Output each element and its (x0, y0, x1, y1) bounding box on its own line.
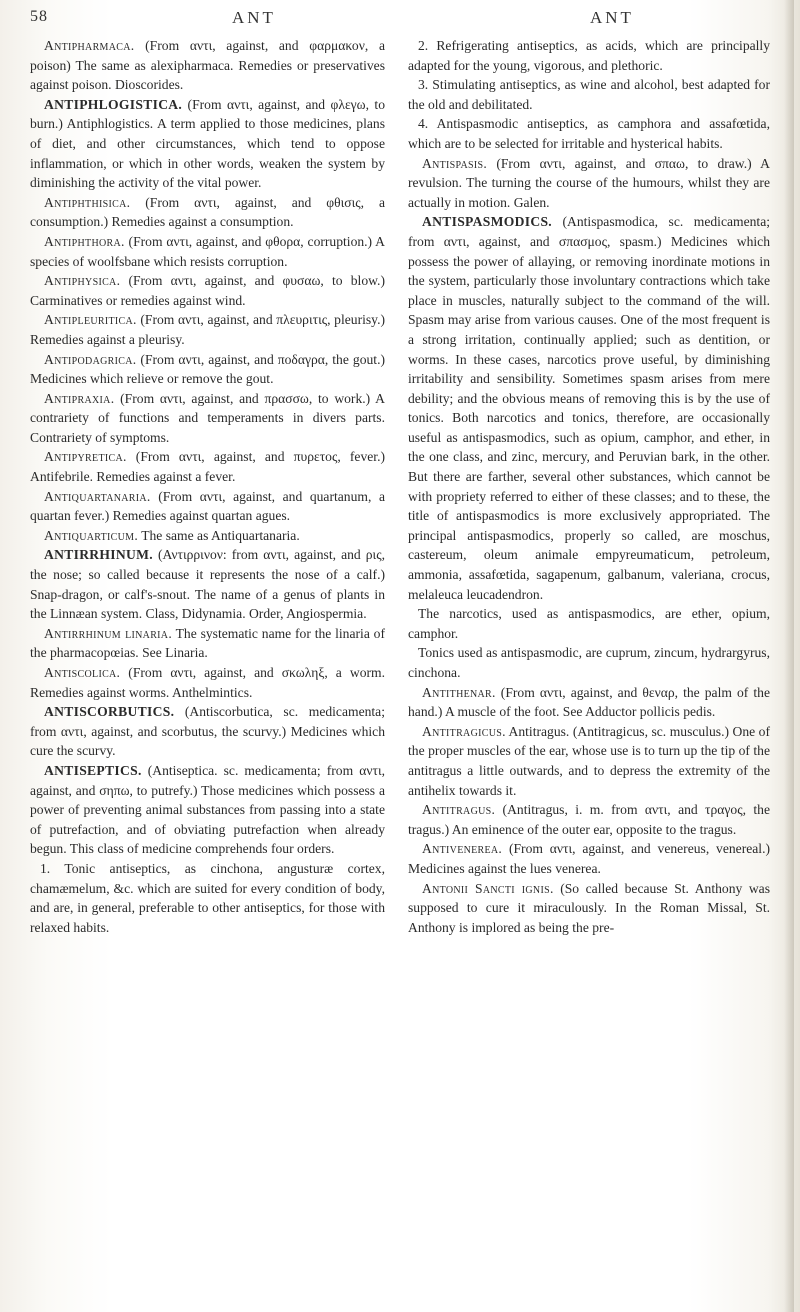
entry-text: (From αντι, against, and πρασσω, to work.) A contrariety of functions and temperaments in divers parts. Contrariety of symptoms. (30, 390, 385, 445)
entry-text: (Antiseptica. sc. medicamenta; from αντι, against, and σηπω, to putrefy.) Those medicines which possess a power of preventing animal substances from passing into a state of putrefaction, and of obviating putrefaction when already begun. This class of medicine comprehends four orders. (30, 762, 385, 857)
dictionary-entry (408, 114, 770, 153)
entry-headword: Antonii Sancti ignis. (422, 880, 554, 896)
entry-text: (Antispasmodica, sc. medicamenta; from αντι, against, and σπασμος, spasm.) Medicines which possess the power of allaying, or removing inordinate motions in the system, particularly those involuntary contractions which take place in muscles, naturally subject to the command of the will. Spasm may arise from various causes. One of the most frequent is a strong irritation, continually applied; such as dentition, or worms. In these cases, narcotics prove useful, by diminishing irritability and sensibility. Sometimes spasm arises from mere debility; and the obvious means of removing this is by the use of tonics. Both narcotics and tonics, therefore, are occasionally useful as antispasmodics, such as opium, camphor, and ether, in the one class, and zinc, mercury, and Peruvian bark, in the other. But there are farther, several other substances, which cannot be with propriety referred to either of these classes; and to these, the title of antispasmodics is more exclusively appropriated. The principal antispasmodics, properly so called, are moschus, castereum, oleum animale empyreumaticum, petroleum, ammonia, assafœtida, sagapenum, galbanum, valeriana, crocus, melaleuca leucadendron. (408, 214, 770, 602)
entry-text: Tonics used as antispasmodic, are cuprum, zincum, hydrargyrus, cinchona. (408, 645, 770, 680)
dictionary-entry (408, 839, 770, 878)
dictionary-entry (30, 663, 385, 702)
entry-text: The narcotics, used as antispasmodics, are ether, opium, camphor. (408, 606, 770, 641)
entry-text: (Antitragus, i. m. from αντι, and τραγος, the tragus.) An eminence of the outer ear, opposite to the tragus. (408, 802, 770, 837)
entry-headword: Antithenar. (422, 684, 496, 700)
entry-text: The same as Antiquartanaria. (138, 527, 300, 543)
entry-text: (So called because St. Anthony was supposed to cure it miraculously. In the Roman Missal, St. Anthony is implored as being the pre- (408, 880, 771, 935)
dictionary-entry (30, 624, 385, 663)
dictionary-entry (30, 545, 385, 623)
left-column (30, 36, 385, 937)
entry-text: (From αντι, against, and πυρετος, fever.) Antifebrile. Remedies against a fever. (30, 449, 385, 485)
entry-text: 4. Antispasmodic antiseptics, as camphora and assafœtida, which are to be selected for irritable and hysterical habits. (408, 116, 770, 151)
entry-headword: Antipodagrica. (44, 351, 137, 367)
entry-text: (Αντιρρινον: from αντι, against, and ρις, the nose; so called because it represents the nose of a calf.) Snap-dragon, or calf's-snout. The name of a genus of plants in the Linnæan system. Class, Didynamia. Order, Angiospermia. (30, 547, 385, 622)
entry-text: (From αντι, against, and ποδαγρα, the gout.) Medicines which relieve or remove the gout. (30, 351, 385, 387)
dictionary-entry (30, 36, 385, 95)
entry-text: (From αντι, against, and φαρμακον, a poison) The same as alexipharmaca. Remedies or preservatives against poison. Dioscorides. (30, 38, 385, 93)
dictionary-entry (30, 310, 385, 349)
dictionary-entry (408, 683, 770, 722)
entry-headword: ANTIPHLOGISTICA. (44, 96, 183, 112)
dictionary-entry (30, 447, 385, 486)
entry-text: The systematic name for the linaria of the pharmacopœias. See Linaria. (30, 625, 385, 661)
entry-text: (From αντι, against, and σκωληξ, a worm. Remedies against worms. Anthelmintics. (30, 665, 385, 700)
dictionary-entry (408, 643, 770, 682)
dictionary-entry (30, 389, 385, 448)
dictionary-entry (30, 702, 385, 761)
entry-text: (From αντι, against, and πλευριτις, pleurisy.) Remedies against a pleurisy. (30, 312, 385, 347)
dictionary-entry (408, 36, 770, 75)
entry-headword: Antipleuritica. (44, 312, 137, 328)
page-number: 58 (30, 8, 48, 25)
dictionary-entry (30, 526, 385, 546)
dictionary-entry (30, 95, 385, 193)
entry-text: (From αντι, against, and venereus, venereal.) Medicines against the lues venerea. (408, 841, 770, 876)
entry-text: (From αντι, against, and φθορα, corruption.) A species of woolfsbane which resists corruption. (30, 233, 385, 269)
entry-text: Antitragus. (Antitragicus, sc. musculus.) One of the proper muscles of the ear, whose use is to turn up the tip of the antitragus a little outwards, and to depress the extremity of the antihelix towards it. (408, 723, 770, 798)
dictionary-entry (30, 487, 385, 526)
entry-headword: ANTISCORBUTICS. (44, 704, 175, 720)
entry-headword: Antiphthora. (44, 233, 125, 249)
page-header (0, 6, 800, 34)
entry-text: (Antiscorbutica, sc. medicamenta; from αντι, against, and scorbutus, the scurvy.) Medicines which cure the scurvy. (30, 704, 385, 759)
dictionary-entry (408, 604, 770, 643)
dictionary-entry (30, 761, 385, 859)
dictionary-entry (30, 232, 385, 271)
entry-headword: Antitragus. (422, 802, 496, 818)
entry-headword: Antipyretica. (44, 449, 127, 465)
dictionary-entry (408, 212, 770, 604)
entry-headword: ANTIRRHINUM. (44, 547, 153, 563)
dictionary-entry (30, 859, 385, 937)
dictionary-entry (30, 193, 385, 232)
dictionary-entry (408, 722, 770, 800)
dictionary-entry (30, 350, 385, 389)
dictionary-entry (408, 879, 770, 938)
entry-headword: Antivenerea. (422, 841, 503, 857)
entry-headword: Antiquartanaria. (44, 488, 151, 504)
entry-headword: ANTISPASMODICS. (422, 214, 553, 230)
dictionary-entry (408, 154, 770, 213)
entry-text: (From αντι, against, and φθισις, a consumption.) Remedies against a consumption. (30, 194, 385, 230)
entry-headword: Antiphysica. (44, 273, 121, 289)
entry-text: (From αντι, against, and φλεγω, to burn.) Antiphlogistics. A term applied to those medicines, plans of diet, and other circumstances, which tend to oppose inflammation, or which in other words, weaken the system by diminishing the activity of the vital power. (30, 96, 385, 191)
entry-headword: Antipraxia. (44, 390, 115, 406)
entry-headword: Antiphthisica. (44, 194, 131, 210)
running-head-right: ANT (590, 8, 634, 27)
running-head-left: ANT (232, 8, 276, 27)
entry-headword: Antiquarticum. (44, 527, 139, 543)
entry-text: (From αντι, against, and θεναρ, the palm of the hand.) A muscle of the foot. See Adductor pollicis pedis. (408, 684, 770, 720)
entry-headword: Antitragicus. (422, 723, 506, 739)
right-column (408, 36, 770, 937)
entry-headword: Antispasis. (422, 155, 488, 171)
dictionary-entry (408, 75, 770, 114)
page-edge-shadow (784, 0, 794, 1312)
entry-text: (From αντι, against, and σπαω, to draw.) A revulsion. The turning the course of the humours, whilst they are actually in motion. Galen. (408, 155, 770, 210)
entry-text: (From αντι, against, and quartanum, a quartan fever.) Remedies against quartan agues. (30, 488, 385, 524)
entry-headword: Antirrhinum linaria. (44, 625, 173, 641)
entry-text: 2. Refrigerating antiseptics, as acids, which are principally adapted for the young, vigorous, and plethoric. (408, 38, 770, 73)
entry-text: (From αντι, against, and φυσαω, to blow.) Carminatives or remedies against wind. (30, 273, 385, 308)
entry-headword: Antipharmaca. (44, 38, 135, 53)
dictionary-entry (30, 271, 385, 310)
entry-text: 1. Tonic antiseptics, as cinchona, angusturæ cortex, chamæmelum, &c. which are suited for every condition of body, and are, in general, preferable to other antiseptics, for those with relaxed habits. (30, 860, 385, 935)
entry-headword: Antiscolica. (44, 665, 121, 680)
entry-headword: ANTISEPTICS. (44, 762, 142, 778)
dictionary-entry (408, 800, 770, 839)
entry-text: 3. Stimulating antiseptics, as wine and alcohol, best adapted for the old and debilitated. (408, 77, 770, 112)
